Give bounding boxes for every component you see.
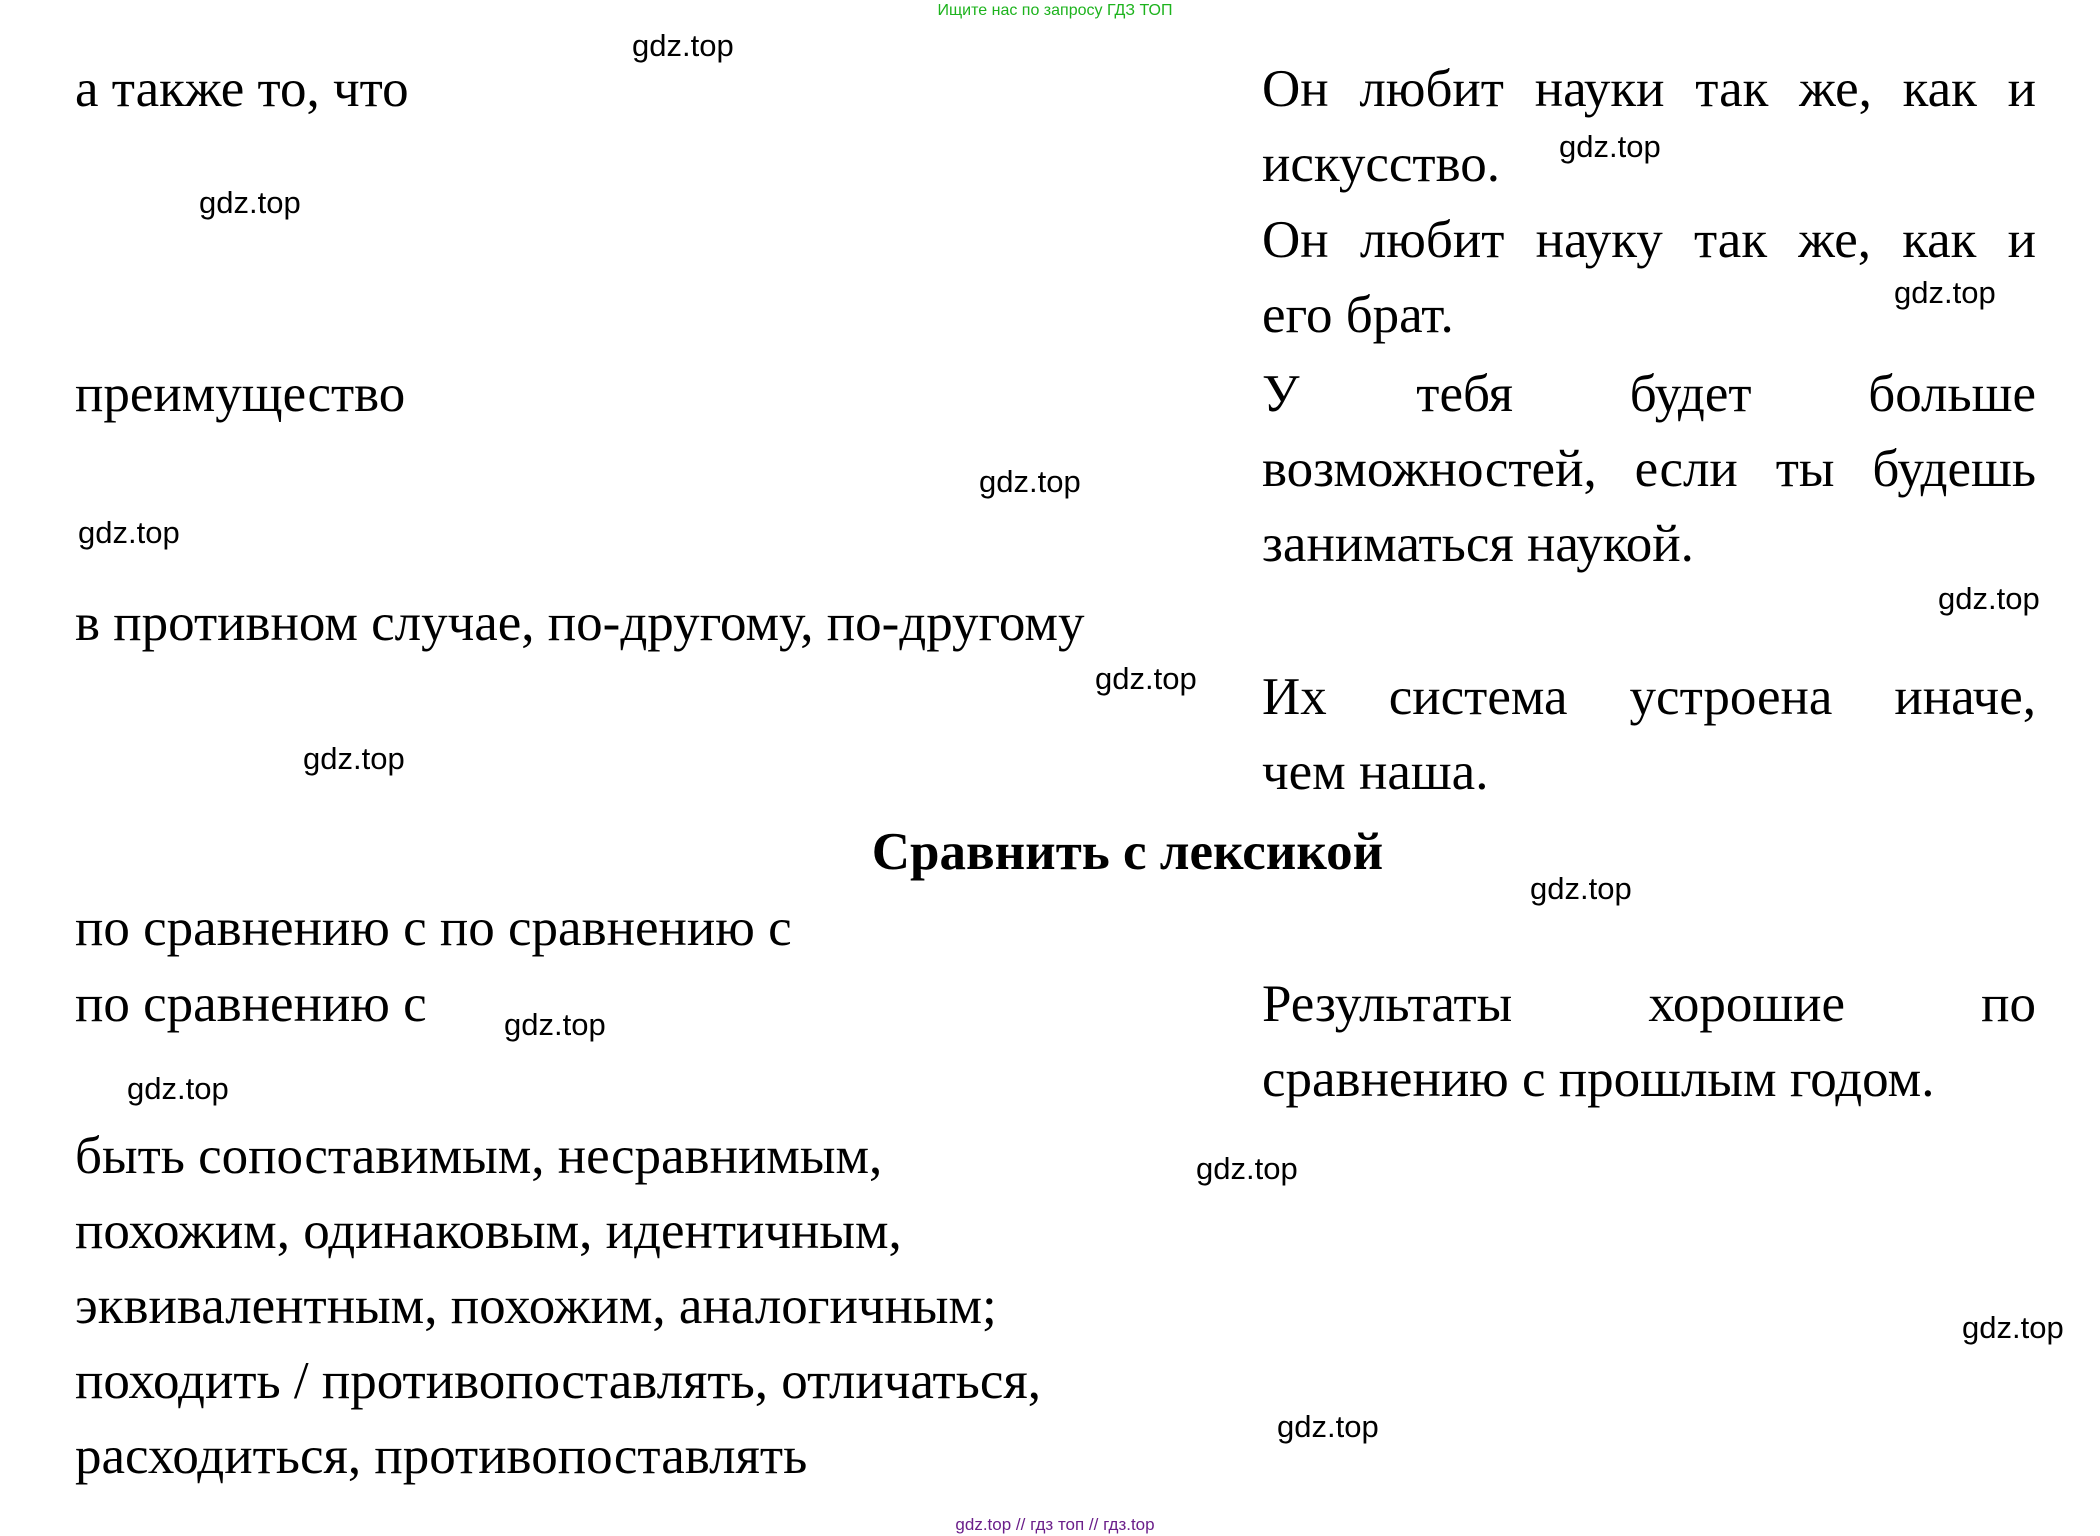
example-line: искусство. xyxy=(1262,135,1501,193)
example-line: сравнению с прошлым годом. xyxy=(1262,1050,1935,1108)
watermark: gdz.top xyxy=(199,185,301,220)
comparable-line: похожим, одинаковым, идентичным, xyxy=(75,1202,902,1260)
comparable-line: расходиться, противопоставлять xyxy=(75,1427,808,1485)
watermark: gdz.top xyxy=(632,28,734,63)
example-line: его брат. xyxy=(1262,286,1454,344)
example-line: Он любит науки так же, как и xyxy=(1262,60,2036,118)
example-more-opportunities xyxy=(1262,357,2036,582)
watermark: gdz.top xyxy=(1277,1409,1379,1444)
watermark: gdz.top xyxy=(1938,581,2040,616)
watermark: gdz.top xyxy=(1095,661,1197,696)
watermark: gdz.top xyxy=(1530,871,1632,906)
example-system-different xyxy=(1262,660,2036,810)
watermark: gdz.top xyxy=(1559,129,1661,164)
comparable-line: эквивалентным, похожим, аналогичным; xyxy=(75,1277,997,1335)
example-line: Он любит науку так же, как и xyxy=(1262,211,2036,269)
example-sciences-arts xyxy=(1262,52,2036,202)
phrase-compared-1: по сравнению с по сравнению с xyxy=(75,899,792,957)
example-line: заниматься наукой. xyxy=(1262,515,1694,573)
phrase-advantage: преимущество xyxy=(75,365,406,423)
watermark: gdz.top xyxy=(1196,1151,1298,1186)
watermark: gdz.top xyxy=(1962,1310,2064,1345)
comparable-line: походить / противопоставлять, отличаться, xyxy=(75,1352,1042,1410)
phrase-otherwise: в противном случае, по-другому, по-другому xyxy=(75,594,1085,652)
example-results-good xyxy=(1262,967,2036,1117)
watermark: gdz.top xyxy=(303,741,405,776)
example-line: У тебя будет больше xyxy=(1262,365,2036,423)
example-line: Их система устроена иначе, xyxy=(1262,668,2036,726)
example-line: возможностей, если ты будешь xyxy=(1262,440,2036,498)
watermark: gdz.top xyxy=(1894,275,1996,310)
comparable-line: быть сопоставимым, несравнимым, xyxy=(75,1127,883,1185)
example-line: Результаты хорошие по xyxy=(1262,975,2036,1033)
watermark: gdz.top xyxy=(127,1071,229,1106)
watermark: gdz.top xyxy=(979,464,1081,499)
bottom-banner: gdz.top // гдз топ // гдз.top xyxy=(955,1515,1155,1534)
phrase-also-that: а также то, что xyxy=(75,60,409,118)
phrase-compared-2: по сравнению с xyxy=(75,975,427,1033)
example-line: чем наша. xyxy=(1262,743,1489,801)
comparable-list xyxy=(75,1119,1041,1494)
section-heading: Сравнить с лексикой xyxy=(871,823,1384,881)
watermark: gdz.top xyxy=(78,515,180,550)
top-banner: Ищите нас по запросу ГДЗ ТОП xyxy=(937,2,1173,19)
watermark: gdz.top xyxy=(504,1007,606,1042)
